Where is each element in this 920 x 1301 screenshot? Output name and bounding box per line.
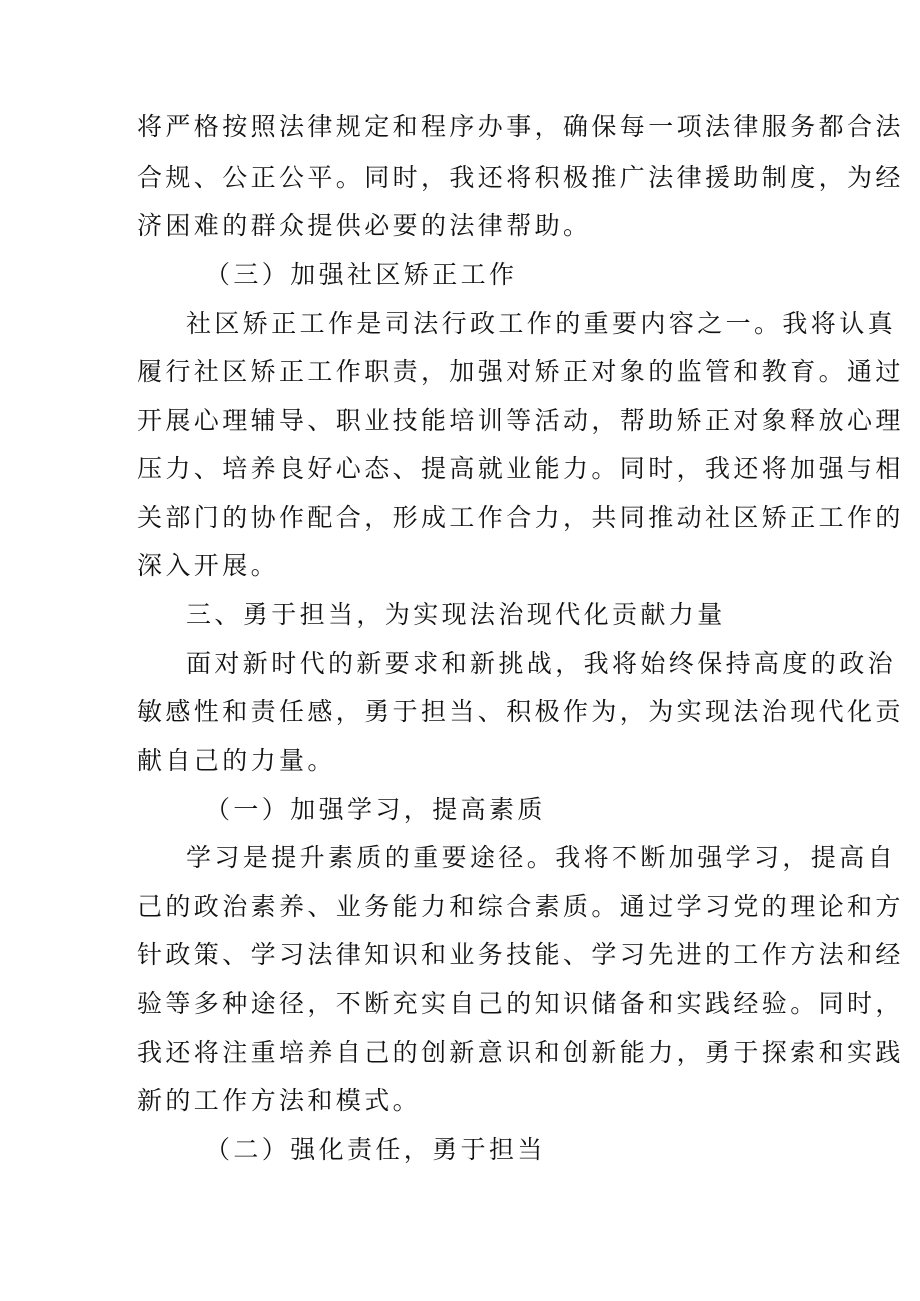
text-line: 验等多种途径，不断充实自己的知识储备和实践经验。同时， xyxy=(137,989,904,1018)
section-heading: （二）强化责任，勇于担当 xyxy=(205,1135,546,1164)
section-heading: 三、勇于担当，为实现法治现代化贡献力量 xyxy=(186,600,726,629)
text-line: 关部门的协作配合，形成工作合力，共同推动社区矫正工作的 xyxy=(137,503,904,532)
text-line: 深入开展。 xyxy=(137,551,280,580)
text-line: 济困难的群众提供必要的法律帮助。 xyxy=(137,211,592,240)
text-line: 社区矫正工作是司法行政工作的重要内容之一。我将认真 xyxy=(186,309,897,338)
text-line: 我还将注重培养自己的创新意识和创新能力，勇于探索和实践 xyxy=(137,1038,904,1067)
text-line: 敏感性和责任感，勇于担当、积极作为，为实现法治现代化贡 xyxy=(137,697,904,726)
text-line: 面对新时代的新要求和新挑战，我将始终保持高度的政治 xyxy=(186,649,897,678)
text-line: 将严格按照法律规定和程序办事，确保每一项法律服务都合法 xyxy=(137,112,904,141)
text-line: 针政策、学习法律知识和业务技能、学习先进的工作方法和经 xyxy=(137,940,904,969)
text-line: 己的政治素养、业务能力和综合素质。通过学习党的理论和方 xyxy=(137,892,904,921)
text-line: 献自己的力量。 xyxy=(137,746,336,775)
text-line: 履行社区矫正工作职责，加强对矫正对象的监管和教育。通过 xyxy=(137,357,904,386)
text-line: 开展心理辅导、职业技能培训等活动，帮助矫正对象释放心理 xyxy=(137,406,904,435)
text-line: 合规、公正公平。同时，我还将积极推广法律援助制度，为经 xyxy=(137,163,904,192)
section-heading: （一）加强学习，提高素质 xyxy=(205,795,546,824)
text-line: 学习是提升素质的重要途径。我将不断加强学习，提高自 xyxy=(186,843,897,872)
text-line: 压力、培养良好心态、提高就业能力。同时，我还将加强与相 xyxy=(137,454,904,483)
section-heading: （三）加强社区矫正工作 xyxy=(205,260,518,289)
text-line: 新的工作方法和模式。 xyxy=(137,1086,422,1115)
